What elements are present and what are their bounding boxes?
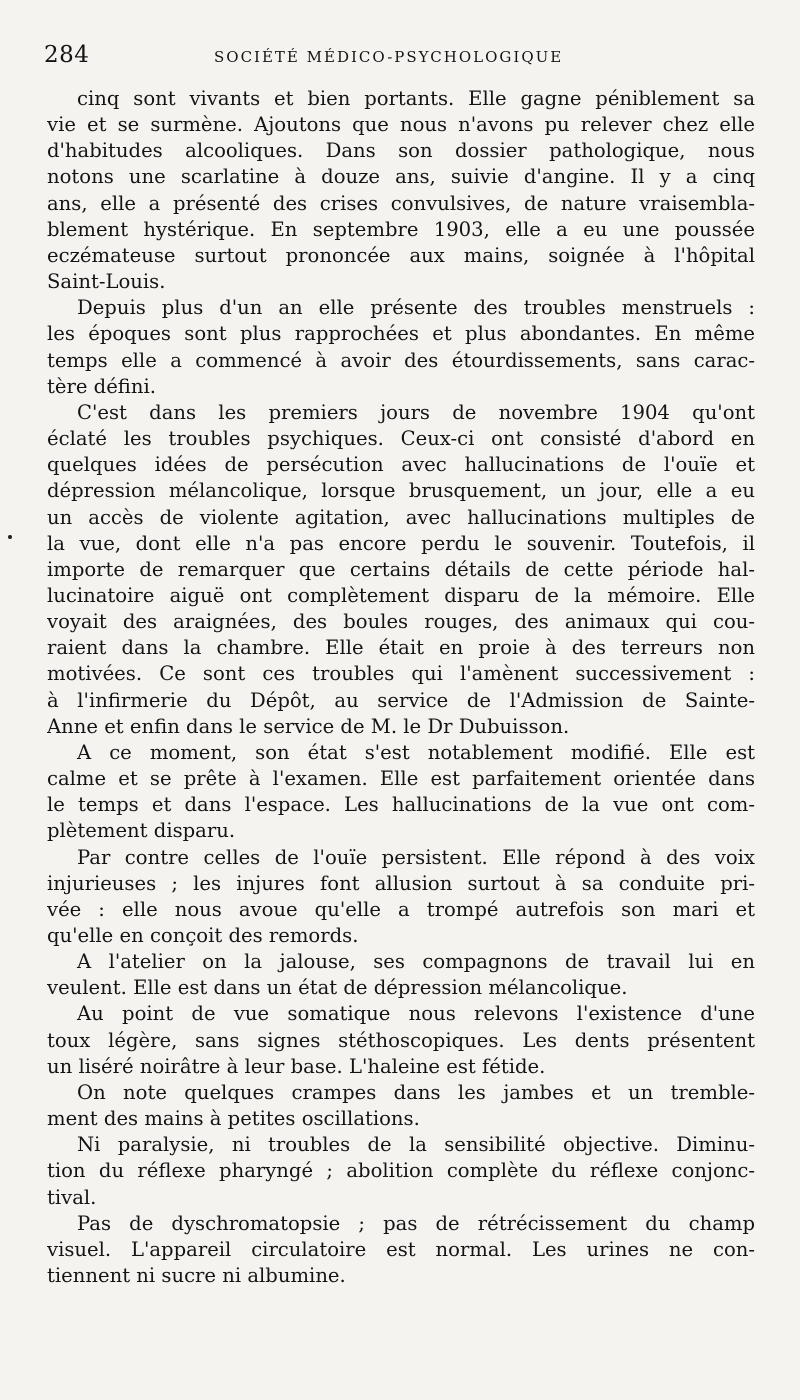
text-line: On note quelques crampes dans les jambes et un tremble- — [77, 1080, 755, 1104]
text-line: visuel. L'appareil circulatoire est normal. Les urines ne con- — [47, 1237, 755, 1261]
text-line: C'est dans les premiers jours de novembre 1904 qu'ont — [77, 400, 755, 424]
text-line: Anne et enfin dans le service de M. le Dr Dubuisson. — [47, 714, 570, 738]
text-line: importe de remarquer que certains détails de cette période hal- — [47, 557, 755, 581]
text-line: tère défini. — [47, 374, 156, 398]
text-line: d'habitudes alcooliques. Dans son dossier pathologique, nous — [47, 139, 755, 163]
ink-speck — [8, 535, 12, 539]
text-line: tiennent ni sucre ni albumine. — [47, 1264, 346, 1288]
text-line: notons une scarlatine à douze ans, suivie d'angine. Il y a cinq — [47, 165, 755, 189]
text-line: un accès de violente agitation, avec hallucinations multiples de — [47, 505, 755, 529]
text-line: Au point de vue somatique nous relevons l'existence d'une — [77, 1002, 755, 1026]
text-line: quelques idées de persécution avec hallucinations de l'ouïe et — [47, 453, 755, 477]
text-line: Pas de dyschromatopsie ; pas de rétrécissement du champ — [77, 1211, 755, 1235]
paragraph — [47, 400, 755, 740]
text-line: Ni paralysie, ni troubles de la sensibilité objective. Diminu- — [77, 1133, 755, 1157]
text-line: motivées. Ce sont ces troubles qui l'amènent successivement : — [47, 662, 755, 686]
running-title: SOCIÉTÉ MÉDICO-PSYCHOLOGIQUE — [214, 48, 564, 66]
text-line: qu'elle en conçoit des remords. — [47, 924, 359, 947]
text-line: ans, elle a présenté des crises convulsives, de nature vraisembla- — [47, 191, 755, 215]
paragraph — [47, 1080, 755, 1132]
text-line: raient dans la chambre. Elle était en proie à des terreurs non — [47, 636, 755, 660]
text-line: cinq sont vivants et bien portants. Elle gagne péniblement sa — [77, 87, 755, 110]
text-line: dépression mélancolique, lorsque brusquement, un jour, elle a eu — [47, 479, 755, 503]
text-line: temps elle a commencé à avoir des étourdissements, sans carac- — [47, 348, 755, 372]
paragraph — [47, 1001, 755, 1079]
text-line: calme et se prête à l'examen. Elle est parfaitement orientée dans — [47, 767, 755, 791]
text-line: les époques sont plus rapprochées et plus abondantes. En même — [47, 322, 755, 346]
text-line: veulent. Elle est dans un état de dépression mélancolique. — [47, 976, 628, 1000]
page-header — [44, 42, 764, 74]
text-line: éclaté les troubles psychiques. Ceux-ci ont consisté d'abord en — [47, 427, 755, 451]
text-line: Saint-Louis. — [47, 270, 166, 294]
text-line: A ce moment, son état s'est notablement modifié. Elle est — [77, 740, 755, 764]
text-line: injurieuses ; les injures font allusion surtout à sa conduite pri- — [47, 871, 755, 895]
text-line: ment des mains à petites oscillations. — [47, 1107, 420, 1131]
text-line: à l'infirmerie du Dépôt, au service de l'Admission de Sainte- — [47, 688, 755, 712]
text-line: tion du réflexe pharyngé ; abolition complète du réflexe conjonc- — [47, 1159, 755, 1183]
text-line: la vue, dont elle n'a pas encore perdu le souvenir. Toutefois, il — [47, 531, 755, 555]
text-line: lucinatoire aiguë ont complètement disparu de la mémoire. Elle — [47, 583, 755, 607]
text-line: eczémateuse surtout prononcée aux mains, soignée à l'hôpital — [47, 243, 755, 267]
paragraph — [47, 845, 755, 950]
body-text — [47, 86, 755, 1289]
text-line: vée : elle nous avoue qu'elle a trompé autrefois son mari et — [47, 897, 755, 921]
paragraph — [47, 1132, 755, 1210]
text-line: tival. — [47, 1185, 97, 1209]
text-line: Depuis plus d'un an elle présente des troubles menstruels : — [77, 296, 755, 320]
text-line: le temps et dans l'espace. Les hallucinations de la vue ont com- — [47, 793, 755, 817]
paragraph — [47, 949, 755, 1001]
text-line: vie et se surmène. Ajoutons que nous n'avons pu relever chez elle — [47, 113, 755, 137]
text-line: voyait des araignées, des boules rouges, des animaux qui cou- — [47, 610, 755, 634]
text-line: A l'atelier on la jalouse, ses compagnons de travail lui en — [77, 950, 755, 974]
paragraph — [47, 1211, 755, 1289]
paragraph — [47, 295, 755, 400]
text-line: blement hystérique. En septembre 1903, elle a eu une poussée — [47, 217, 755, 241]
text-line: Par contre celles de l'ouïe persistent. Elle répond à des voix — [77, 845, 755, 869]
paragraph — [47, 86, 755, 295]
page-number: 284 — [44, 42, 90, 68]
paragraph — [47, 740, 755, 845]
text-line: plètement disparu. — [47, 819, 236, 843]
text-line: toux légère, sans signes stéthoscopiques. Les dents présentent — [47, 1028, 755, 1052]
text-line: un liséré noirâtre à leur base. L'haleine est fétide. — [47, 1054, 546, 1078]
